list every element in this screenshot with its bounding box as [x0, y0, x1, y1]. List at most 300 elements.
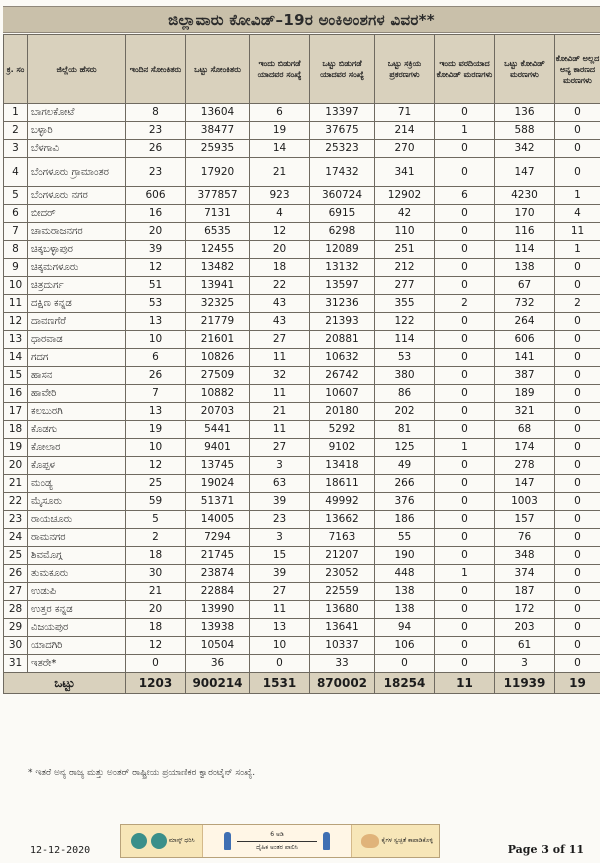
cell-deaths-today: 0: [435, 259, 495, 277]
cell-deaths-today: 0: [435, 655, 495, 673]
cell-today: 0: [126, 655, 186, 673]
cell-today: 12: [126, 637, 186, 655]
table-row: [4, 158, 600, 187]
cell-name: ಬೆಂಗಳೂರು ನಗರ: [28, 187, 126, 205]
cell-dis-total: 360724: [310, 187, 375, 205]
double-arrow-icon: [237, 841, 317, 842]
cell-no: 26: [4, 565, 28, 583]
cell-other: 0: [555, 655, 600, 673]
header-row: [4, 35, 600, 104]
cell-no: 13: [4, 331, 28, 349]
cell-deaths-total: 189: [495, 385, 555, 403]
totals-total: 900214: [186, 673, 250, 694]
table-row: [4, 241, 600, 259]
header-cell: ಇಂದು ವರದಿಯಾದ ಕೋವಿಡ್ ಮರಣಗಳು: [435, 35, 495, 104]
cell-name: ಚಿಕ್ಕಬಳ್ಳಾಪುರ: [28, 241, 126, 259]
cell-other: 0: [555, 277, 600, 295]
cell-dis-today: 39: [250, 493, 310, 511]
cell-deaths-today: 0: [435, 223, 495, 241]
cell-name: ಹಾಸನ: [28, 367, 126, 385]
cell-deaths-total: 588: [495, 122, 555, 140]
cell-active: 138: [375, 583, 435, 601]
cell-deaths-today: 0: [435, 421, 495, 439]
cell-total: 10882: [186, 385, 250, 403]
cell-dis-today: 43: [250, 295, 310, 313]
cell-no: 6: [4, 205, 28, 223]
totals-dis-total: 870002: [310, 673, 375, 694]
cell-name: ರಾಯಚೂರು: [28, 511, 126, 529]
cell-active: 94: [375, 619, 435, 637]
cell-no: 2: [4, 122, 28, 140]
cell-total: 14005: [186, 511, 250, 529]
cell-name: ರಾಮನಗರ: [28, 529, 126, 547]
cell-dis-total: 12089: [310, 241, 375, 259]
cell-today: 12: [126, 457, 186, 475]
cell-active: 53: [375, 349, 435, 367]
cell-name: ಉಡುಪಿ: [28, 583, 126, 601]
cell-deaths-today: 0: [435, 140, 495, 158]
cell-dis-total: 5292: [310, 421, 375, 439]
cell-today: 51: [126, 277, 186, 295]
cell-deaths-today: 0: [435, 205, 495, 223]
cell-active: 55: [375, 529, 435, 547]
cell-total: 13604: [186, 104, 250, 122]
cell-name: ಗದಗ: [28, 349, 126, 367]
handwash-segment: [352, 825, 439, 857]
cell-no: 28: [4, 601, 28, 619]
cell-active: 212: [375, 259, 435, 277]
cell-other: 0: [555, 385, 600, 403]
cell-dis-total: 10632: [310, 349, 375, 367]
cell-no: 24: [4, 529, 28, 547]
cell-no: 1: [4, 104, 28, 122]
cell-dis-total: 31236: [310, 295, 375, 313]
table-row: [4, 104, 600, 122]
cell-name: ತುಮಕೂರು: [28, 565, 126, 583]
cell-dis-total: 13641: [310, 619, 375, 637]
cell-dis-today: 23: [250, 511, 310, 529]
cell-name: ಉತ್ತರ ಕನ್ನಡ: [28, 601, 126, 619]
cell-total: 21779: [186, 313, 250, 331]
cell-name: ಕೋಲಾರ: [28, 439, 126, 457]
totals-other: 19: [555, 673, 600, 694]
distance-value: 6 ಅಡಿ: [270, 830, 284, 838]
cell-deaths-today: 0: [435, 313, 495, 331]
cell-other: 0: [555, 349, 600, 367]
cell-dis-total: 23052: [310, 565, 375, 583]
cell-no: 30: [4, 637, 28, 655]
cell-dis-today: 32: [250, 367, 310, 385]
bulletin-date: 12-12-2020: [30, 845, 91, 856]
cell-no: 23: [4, 511, 28, 529]
cell-active: 186: [375, 511, 435, 529]
cell-dis-today: 19: [250, 122, 310, 140]
cell-dis-today: 11: [250, 601, 310, 619]
cell-dis-total: 20881: [310, 331, 375, 349]
cell-total: 13938: [186, 619, 250, 637]
cell-dis-total: 13662: [310, 511, 375, 529]
cell-deaths-total: 4230: [495, 187, 555, 205]
cell-today: 18: [126, 619, 186, 637]
cell-total: 6535: [186, 223, 250, 241]
cell-no: 15: [4, 367, 28, 385]
cell-dis-total: 49992: [310, 493, 375, 511]
cell-active: 214: [375, 122, 435, 140]
cell-deaths-total: 136: [495, 104, 555, 122]
header-cell: ಜಿಲ್ಲೆಯ ಹೆಸರು: [28, 35, 126, 104]
cell-today: 23: [126, 158, 186, 187]
cell-deaths-today: 0: [435, 529, 495, 547]
cell-total: 12455: [186, 241, 250, 259]
cell-today: 10: [126, 439, 186, 457]
cell-total: 20703: [186, 403, 250, 421]
cell-total: 21601: [186, 331, 250, 349]
cell-other: 0: [555, 331, 600, 349]
cell-total: 32325: [186, 295, 250, 313]
cell-total: 13482: [186, 259, 250, 277]
mask-face-icon: [131, 833, 147, 849]
cell-total: 7294: [186, 529, 250, 547]
cell-name: ಬಳ್ಳಾರಿ: [28, 122, 126, 140]
cell-dis-total: 25323: [310, 140, 375, 158]
cell-other: 0: [555, 511, 600, 529]
page-number: Page 3 of 11: [507, 843, 584, 856]
cell-today: 6: [126, 349, 186, 367]
table-body: [4, 104, 600, 673]
cell-deaths-today: 0: [435, 277, 495, 295]
cell-dis-today: 21: [250, 403, 310, 421]
table-row: [4, 421, 600, 439]
cell-other: 0: [555, 403, 600, 421]
cell-other: 1: [555, 187, 600, 205]
header-cell: ಒಟ್ಟು ಕೋವಿಡ್ ಮರಣಗಳು: [495, 35, 555, 104]
district-covid-table: [3, 34, 600, 694]
cell-active: 106: [375, 637, 435, 655]
cell-dis-today: 14: [250, 140, 310, 158]
cell-dis-today: 27: [250, 439, 310, 457]
cell-deaths-total: 141: [495, 349, 555, 367]
cell-no: 8: [4, 241, 28, 259]
cell-today: 5: [126, 511, 186, 529]
cell-name: ಹಾವೇರಿ: [28, 385, 126, 403]
table-row: [4, 439, 600, 457]
cell-deaths-today: 0: [435, 583, 495, 601]
footnote: * ಇತರೆ ಅನ್ಯ ರಾಜ್ಯ ಮತ್ತು ಅಂತರ್ ರಾಷ್ಟ್ರೀಯ ಪ್ರಯಾಣಿಕರ ಕ್ವಾರಂಟೈನ್ ಸಂಖ್ಯೆ.: [28, 768, 256, 778]
cell-dis-today: 43: [250, 313, 310, 331]
table-row: [4, 583, 600, 601]
cell-other: 0: [555, 122, 600, 140]
cell-today: 7: [126, 385, 186, 403]
cell-deaths-today: 0: [435, 457, 495, 475]
cell-dis-total: 17432: [310, 158, 375, 187]
cell-other: 0: [555, 475, 600, 493]
cell-today: 39: [126, 241, 186, 259]
cell-deaths-total: 157: [495, 511, 555, 529]
table-row: [4, 205, 600, 223]
table-row: [4, 331, 600, 349]
cell-name: ಇತರೇ*: [28, 655, 126, 673]
cell-no: 14: [4, 349, 28, 367]
cell-no: 22: [4, 493, 28, 511]
cell-dis-total: 13680: [310, 601, 375, 619]
cell-name: ಬೀದರ್: [28, 205, 126, 223]
cell-active: 71: [375, 104, 435, 122]
header-cell: ಇಂದು ಬಿಡುಗಡೆ ಯಾದವರ ಸಂಖ್ಯೆ: [250, 35, 310, 104]
cell-deaths-today: 0: [435, 104, 495, 122]
table-row: [4, 122, 600, 140]
cell-other: 0: [555, 104, 600, 122]
cell-other: 0: [555, 457, 600, 475]
cell-name: ಕಲಬುರಗಿ: [28, 403, 126, 421]
cell-dis-total: 9102: [310, 439, 375, 457]
cell-deaths-today: 0: [435, 475, 495, 493]
cell-dis-today: 11: [250, 421, 310, 439]
cell-today: 25: [126, 475, 186, 493]
cell-deaths-total: 348: [495, 547, 555, 565]
cell-total: 17920: [186, 158, 250, 187]
cell-no: 17: [4, 403, 28, 421]
cell-name: ಮಂಡ್ಯ: [28, 475, 126, 493]
distance-text: ದೈಹಿಕ ಅಂತರ ಪಾಲಿಸಿ: [256, 843, 298, 851]
table-row: [4, 493, 600, 511]
cell-active: 355: [375, 295, 435, 313]
header-cell: ಇಂದಿನ ಸೋಂಕಿತರು: [126, 35, 186, 104]
header-cell: ಒಟ್ಟು ಸೋಂಕಿತರು: [186, 35, 250, 104]
cell-other: 2: [555, 295, 600, 313]
cell-dis-total: 21207: [310, 547, 375, 565]
table-row: [4, 529, 600, 547]
cell-deaths-total: 387: [495, 367, 555, 385]
cell-other: 4: [555, 205, 600, 223]
cell-today: 59: [126, 493, 186, 511]
cell-active: 49: [375, 457, 435, 475]
cell-no: 12: [4, 313, 28, 331]
cell-total: 23874: [186, 565, 250, 583]
cell-dis-today: 21: [250, 158, 310, 187]
cell-deaths-total: 170: [495, 205, 555, 223]
cell-no: 4: [4, 158, 28, 187]
cell-other: 0: [555, 493, 600, 511]
cell-total: 13990: [186, 601, 250, 619]
cell-deaths-today: 0: [435, 601, 495, 619]
cell-deaths-today: 0: [435, 403, 495, 421]
cell-active: 122: [375, 313, 435, 331]
cell-dis-today: 12: [250, 223, 310, 241]
cell-active: 114: [375, 331, 435, 349]
cell-name: ದಕ್ಷಿಣ ಕನ್ನಡ: [28, 295, 126, 313]
header-cell: ಕ್ರ. ಸಂ: [4, 35, 28, 104]
cell-dis-total: 13418: [310, 457, 375, 475]
cell-total: 22884: [186, 583, 250, 601]
cell-deaths-total: 321: [495, 403, 555, 421]
cell-deaths-today: 2: [435, 295, 495, 313]
cell-dis-today: 11: [250, 385, 310, 403]
cell-no: 20: [4, 457, 28, 475]
cell-active: 270: [375, 140, 435, 158]
cell-total: 10826: [186, 349, 250, 367]
cell-today: 13: [126, 403, 186, 421]
cell-no: 25: [4, 547, 28, 565]
cell-deaths-total: 172: [495, 601, 555, 619]
cell-other: 0: [555, 367, 600, 385]
header-cell: ಕೋವಿಡ್ ಅಲ್ಲದ ಅನ್ಯ ಕಾರಣದ ಮರಣಗಳು: [555, 35, 600, 104]
cell-deaths-total: 3: [495, 655, 555, 673]
cell-deaths-today: 0: [435, 547, 495, 565]
cell-dis-today: 27: [250, 583, 310, 601]
cell-no: 7: [4, 223, 28, 241]
cell-other: 0: [555, 158, 600, 187]
cell-no: 29: [4, 619, 28, 637]
cell-active: 448: [375, 565, 435, 583]
cell-today: 23: [126, 122, 186, 140]
cell-deaths-total: 68: [495, 421, 555, 439]
cell-name: ದಾವಣಗೆರೆ: [28, 313, 126, 331]
distance-segment: [202, 825, 351, 857]
table-row: [4, 403, 600, 421]
totals-deaths-today: 11: [435, 673, 495, 694]
cell-other: 0: [555, 421, 600, 439]
cell-dis-today: 22: [250, 277, 310, 295]
cell-total: 377857: [186, 187, 250, 205]
cell-no: 16: [4, 385, 28, 403]
table-row: [4, 475, 600, 493]
header-cell: ಒಟ್ಟು ಬಿಡುಗಡೆ ಯಾದವರ ಸಂಖ್ಯೆ: [310, 35, 375, 104]
cell-dis-total: 33: [310, 655, 375, 673]
cell-no: 27: [4, 583, 28, 601]
cell-name: ಚಿಕ್ಕಮಗಳೂರು: [28, 259, 126, 277]
handwash-icon: [361, 834, 379, 848]
cell-active: 251: [375, 241, 435, 259]
cell-deaths-total: 606: [495, 331, 555, 349]
cell-dis-today: 11: [250, 349, 310, 367]
cell-deaths-total: 114: [495, 241, 555, 259]
cell-dis-today: 3: [250, 457, 310, 475]
cell-other: 0: [555, 637, 600, 655]
cell-active: 12902: [375, 187, 435, 205]
cell-deaths-today: 1: [435, 122, 495, 140]
cell-total: 36: [186, 655, 250, 673]
table-row: [4, 367, 600, 385]
cell-active: 42: [375, 205, 435, 223]
cell-active: 81: [375, 421, 435, 439]
cell-deaths-today: 0: [435, 493, 495, 511]
cell-active: 376: [375, 493, 435, 511]
table-row: [4, 547, 600, 565]
cell-total: 13745: [186, 457, 250, 475]
cell-dis-total: 6298: [310, 223, 375, 241]
cell-total: 19024: [186, 475, 250, 493]
cell-dis-today: 0: [250, 655, 310, 673]
cell-no: 3: [4, 140, 28, 158]
cell-no: 19: [4, 439, 28, 457]
cell-active: 266: [375, 475, 435, 493]
cell-other: 0: [555, 565, 600, 583]
cell-today: 21: [126, 583, 186, 601]
header-cell: ಒಟ್ಟು ಸಕ್ರಿಯ ಪ್ರಕರಣಗಳು: [375, 35, 435, 104]
cell-today: 2: [126, 529, 186, 547]
cell-today: 30: [126, 565, 186, 583]
cell-active: 86: [375, 385, 435, 403]
cell-active: 277: [375, 277, 435, 295]
cell-dis-total: 13132: [310, 259, 375, 277]
cell-today: 19: [126, 421, 186, 439]
cell-name: ಬೆಂಗಳೂರು ಗ್ರಾಮಾಂತರ: [28, 158, 126, 187]
cell-active: 202: [375, 403, 435, 421]
table-row: [4, 277, 600, 295]
totals-row: [4, 673, 600, 694]
cell-dis-total: 26742: [310, 367, 375, 385]
cell-no: 10: [4, 277, 28, 295]
cell-deaths-today: 0: [435, 511, 495, 529]
table-row: [4, 259, 600, 277]
cell-other: 1: [555, 241, 600, 259]
cell-name: ಮೈಸೂರು: [28, 493, 126, 511]
cell-dis-total: 21393: [310, 313, 375, 331]
cell-active: 0: [375, 655, 435, 673]
totals-active: 18254: [375, 673, 435, 694]
table-row: [4, 565, 600, 583]
table-row: [4, 140, 600, 158]
cell-active: 138: [375, 601, 435, 619]
cell-dis-total: 6915: [310, 205, 375, 223]
cell-dis-total: 37675: [310, 122, 375, 140]
mask-text: ಮಾಸ್ಕ್ ಧರಿಸಿ: [168, 837, 195, 844]
cell-deaths-today: 0: [435, 637, 495, 655]
table-row: [4, 385, 600, 403]
cell-total: 27509: [186, 367, 250, 385]
cell-name: ಕೊಡಗು: [28, 421, 126, 439]
cell-dis-today: 13: [250, 619, 310, 637]
cell-deaths-total: 732: [495, 295, 555, 313]
cell-other: 0: [555, 619, 600, 637]
cell-deaths-today: 1: [435, 439, 495, 457]
cell-deaths-total: 147: [495, 475, 555, 493]
cell-no: 5: [4, 187, 28, 205]
cell-deaths-total: 203: [495, 619, 555, 637]
cell-today: 53: [126, 295, 186, 313]
cell-name: ಯಾದಗಿರಿ: [28, 637, 126, 655]
cell-dis-today: 10: [250, 637, 310, 655]
cell-deaths-total: 67: [495, 277, 555, 295]
cell-dis-today: 27: [250, 331, 310, 349]
cell-total: 5441: [186, 421, 250, 439]
cell-deaths-total: 264: [495, 313, 555, 331]
cell-deaths-total: 374: [495, 565, 555, 583]
cell-deaths-total: 76: [495, 529, 555, 547]
cell-total: 38477: [186, 122, 250, 140]
cell-deaths-total: 174: [495, 439, 555, 457]
cell-deaths-today: 6: [435, 187, 495, 205]
person-icon: [323, 832, 330, 850]
cell-deaths-today: 0: [435, 331, 495, 349]
table-row: [4, 619, 600, 637]
cell-other: 11: [555, 223, 600, 241]
cell-deaths-total: 138: [495, 259, 555, 277]
cell-total: 9401: [186, 439, 250, 457]
table-row: [4, 187, 600, 205]
cell-other: 0: [555, 583, 600, 601]
cell-active: 380: [375, 367, 435, 385]
cell-other: 0: [555, 547, 600, 565]
cell-deaths-total: 187: [495, 583, 555, 601]
cell-today: 20: [126, 223, 186, 241]
cell-deaths-today: 1: [435, 565, 495, 583]
totals-label: ಒಟ್ಟು: [4, 673, 126, 694]
cell-dis-today: 39: [250, 565, 310, 583]
cell-deaths-total: 147: [495, 158, 555, 187]
cell-dis-today: 4: [250, 205, 310, 223]
cell-dis-today: 18: [250, 259, 310, 277]
